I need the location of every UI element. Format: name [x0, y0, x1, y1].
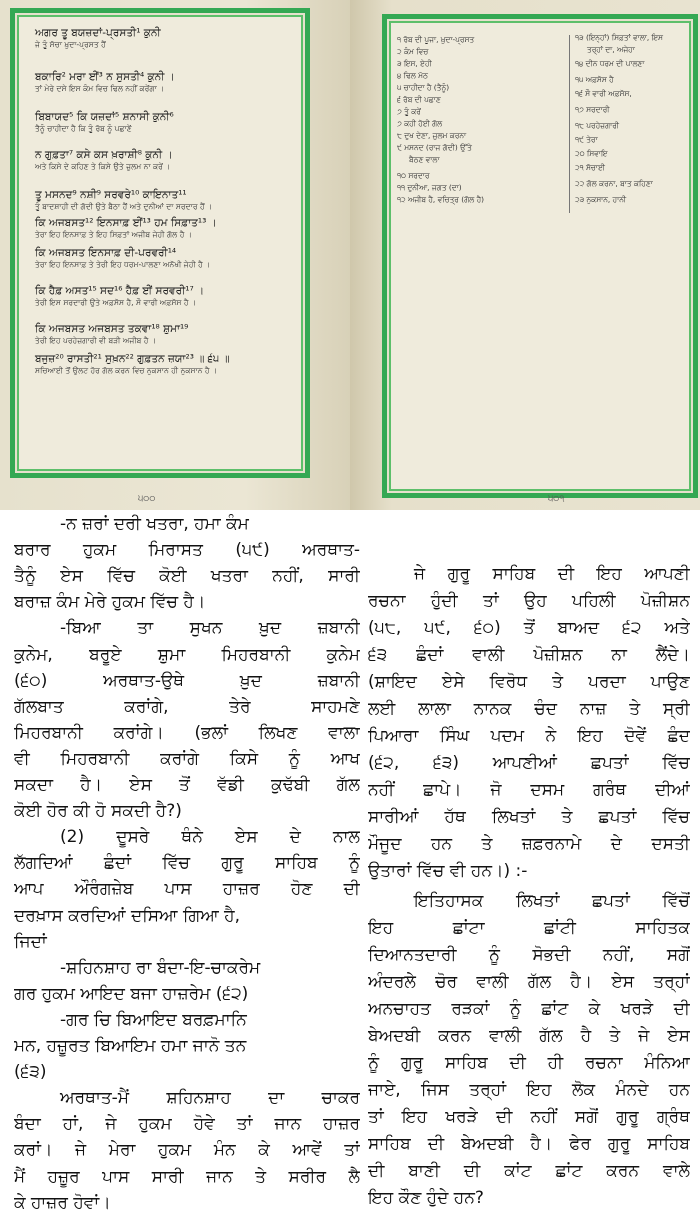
left-page-number: ੫੦੦	[138, 494, 156, 504]
text-line: ਬਰਾਜ਼ ਕੰਮ ਮੇਰੇ ਹੁਕਮ ਵਿੱਚ ਹੈ।	[14, 592, 206, 613]
text-line: (੬੩)	[14, 1062, 47, 1083]
verse-translation: ਤੂੰ ਬਾਦਸ਼ਾਹੀ ਦੀ ਗੱਦੀ ਉਤੇ ਬੈਠਾ ਹੈਂ ਅਤੇ ਦੁਨੀਆਂ ਦਾ ਸਰਦਾਰ ਹੈਂ ।	[35, 202, 213, 211]
verse-translation: ਤੇਰਾ ਇਹ ਇਨਸਾਫ਼ ਤੇ ਇਹ ਸਿਫ਼ਤਾਂ ਅਜੀਬ ਜੇਹੀ ਗੱਲ ਹੈ ।	[35, 230, 192, 239]
glossary-entry: ੧੩ (ਇਨ੍ਹਾਂ) ਸਿਫ਼ਤਾਂ ਵਾਲਾ, ਇਸ	[575, 33, 663, 42]
glossary-entry: ੧੬ ਸੌ ਵਾਰੀ ਅਫ਼ਸੋਸ,	[575, 89, 632, 98]
text-line: ਬਰਾਰ ਹੁਕਮ ਮਿਰਾਸਤ (੫੯) ਅਰਥਾਤ-	[14, 540, 360, 561]
text-line: ਸਾਰੀਆਂ ਹੱਥ ਲਿਖਤਾਂ ਤੇ ਛਪਤਾਂ ਵਿੱਚ	[368, 807, 690, 827]
verse-line: ਕਿ ਹੈਫ਼ ਅਸਤ¹⁵ ਸਦ¹⁶ ਹੈਫ਼ ਈਂ ਸਰਵਰੀ¹⁷ ।	[35, 285, 205, 297]
text-line: ਨੂੰ ਗੁਰੂ ਸਾਹਿਬ ਦੀ ਹੀ ਰਚਨਾ ਮੰਨਿਆ	[368, 1053, 690, 1073]
text-line: ਅਰਥਾਤ-ਮੈਂ ਸ਼ਹਿਨਸ਼ਾਹ ਦਾ ਚਾਕਰ	[60, 1088, 360, 1109]
verse-line: ਕਿ ਅਜਬਸਤ¹² ਇਨਸਾਫ਼ ਈਂ¹³ ਹਮ ਸਿਫ਼ਾਤ¹³ ।	[35, 217, 217, 229]
verse-translation: ਅਤੇ ਕਿਸੇ ਦੇ ਕਹਿਣ ਤੇ ਕਿਸੇ ਉਤੇ ਜ਼ੁਲਮ ਨਾ ਕਰੇਂ ।	[35, 162, 171, 171]
text-line: ਇਹ ਛਾਂਟਾ ਛਾਂਟੀ ਸਾਹਿਤਕ	[368, 918, 690, 938]
text-line: ਵੀ ਮਿਹਰਬਾਨੀ ਕਰਾਂਗੇ ਕਿਸੇ ਨੂੰ ਆਖ	[14, 748, 360, 769]
text-line: (ਸ਼ਾਇਦ ਏਸੇ ਵਿਰੋਧ ਤੇ ਪਰਦਾ ਪਾਉਣ	[368, 672, 690, 692]
right-page-green-border	[382, 14, 698, 498]
glossary-entry: ੧੦ ਸਰਦਾਰ	[397, 171, 430, 180]
verse-2	[35, 71, 297, 94]
glossary-entry: ੧੪ ਦੀਨ ਧਰਮ ਦੀ ਪਾਲਣਾ	[575, 59, 645, 68]
verse-8	[35, 285, 297, 308]
text-line: -ਬਿਆ ਤਾ ਸੁਖਨ ਖ਼ੁਦ ਜ਼ਬਾਨੀ	[60, 618, 360, 639]
scanned-book-spread	[0, 0, 700, 510]
verse-line: ਤੂ ਮਸਨਦ⁹ ਨਸ਼ੀ⁹ ਸਰਵਰੇ¹⁰ ਕਾਇਨਾਤ¹¹	[35, 189, 187, 201]
verse-4	[35, 149, 297, 172]
glossary-entry: ੧ ਰੱਬ ਦੀ ਪੂਜਾ, ਖ਼ੁਦਾ-ਪ੍ਰਸਤ	[397, 35, 475, 44]
text-line: ਸਾਹਿਬ ਦੀ ਬੇਅਦਬੀ ਹੈ। ਫੇਰ ਗੁਰੂ ਸਾਹਿਬ	[368, 1134, 690, 1154]
glossary-entry: ੭ ਕਹੀ ਹੋਈ ਗੱਲ	[397, 119, 443, 128]
text-line: ਰਚਨਾ ਹੁੰਦੀ ਤਾਂ ਉਹ ਪਹਿਲੀ ਪੋਜ਼ੀਸ਼ਨ	[368, 591, 690, 611]
verse-line: ਬਿਬਾਯਦ⁵ ਕਿ ਯਜ਼ਦਾਂ⁵ ਸ਼ਨਾਸੀ ਕੁਨੀ⁶	[35, 111, 174, 123]
glossary-entry: ੧੫ ਅਫ਼ਸੋਸ ਹੈ	[575, 75, 614, 84]
text-line: ਕੁਨੇਮ, ਬਰੂਏ ਸ਼ੁਮਾ ਮਿਹਰਬਾਨੀ ਕੁਨੇਮ	[14, 644, 360, 665]
glossary-entry: ੧੯ ਤੇਰਾ	[575, 135, 598, 144]
text-line: ਕਰਾਂ। ਜੇ ਮੇਰਾ ਹੁਕਮ ਮੰਨ ਕੇ ਆਵੇਂ ਤਾਂ	[14, 1140, 360, 1161]
verse-line: ਕਿ ਅਜਬਸਤ ਇਨਸਾਫ਼ ਦੀ-ਪਰਵਰੀ¹⁴	[35, 247, 177, 259]
text-line: ਗੱਲਬਾਤ ਕਰਾਂਗੇ, ਤੇਰੇ ਸਾਹਮਣੇ	[14, 696, 360, 717]
verse-10	[35, 353, 297, 376]
verse-3	[35, 111, 297, 134]
text-line: (੬੨, ੬੩) ਆਪਣੀਆਂ ਛਪਤਾਂ ਵਿੱਚ	[368, 753, 690, 773]
glossary-entry: ੪ ਢਿਲ ਮੱਠ	[397, 71, 428, 80]
verse-line: ਬਜੁਜ਼²⁰ ਰਾਸਤੀ²¹ ਸੁਖ਼ਨ²² ਗੁਫ਼ਤਨ ਜ਼ਯਾ²³ ॥ ੬੫ ॥	[35, 353, 230, 365]
glossary-entry: ੨ ਕੰਮ ਵਿਚ	[397, 47, 429, 56]
glossary-entry: ੧੮ ਪਰਹੇਜ਼ਗਾਰੀ	[575, 121, 620, 130]
text-line: ਤੈਨੂੰ ਏਸ ਵਿੱਚ ਕੋਈ ਖਤਰਾ ਨਹੀਂ, ਸਾਰੀ	[14, 566, 360, 587]
glossary-entry: ਤਰ੍ਹਾਂ ਦਾ, ਅਜੇਹਾ	[587, 45, 635, 54]
glossary-entry: ੨੨ ਗੱਲ ਕਰਨਾ, ਬਾਤ ਕਹਿਣਾ	[575, 179, 653, 188]
text-line: ਜਾਏ, ਜਿਸ ਤਰ੍ਹਾਂ ਇਹ ਲੋਕ ਮੰਨਦੇ ਹਨ	[368, 1080, 690, 1100]
text-line: ਕੋਈ ਹੋਰ ਕੀ ਹੋ ਸਕਦੀ ਹੈ?)	[14, 801, 182, 822]
verse-line: ਨ ਗੁਫ਼ਤਾ⁷ ਕਸੇ ਕਸ ਖ਼ਰਾਸ਼ੀ⁸ ਕੁਨੀ ।	[35, 149, 173, 161]
text-line: ਦਰਖ਼ਾਸ ਕਰਦਿਆਂ ਦਸਿਆ ਗਿਆ ਹੈ,	[14, 905, 241, 926]
text-line: ਜੇ ਗੁਰੂ ਸਾਹਿਬ ਦੀ ਇਹ ਆਪਣੀ	[414, 564, 690, 584]
text-line: ਸਕਦਾ ਹੈ। ਏਸ ਤੋਂ ਵੱਡੀ ਕੁਢੱਬੀ ਗੱਲ	[14, 775, 360, 795]
glossary-entry: ੮ ਦੁਖ ਦੇਣਾ, ਜ਼ੁਲਮ ਕਰਨਾ	[397, 131, 467, 140]
text-line: -ਸ਼ਹਿਨਸ਼ਾਹ ਰਾ ਬੰਦਾ-ਇ-ਚਾਕਰੇਮ	[60, 957, 261, 978]
glossary-entry: ਬੈਠਣ ਵਾਲਾ	[409, 155, 440, 164]
text-line: ਇਤਿਹਾਸਕ ਲਿਖਤਾਂ ਛਪਤਾਂ ਵਿੱਚੋਂ	[414, 891, 690, 911]
text-line: -ਨ ਜ਼ਰਾਂ ਦਰੀ ਖਤਰਾ, ਹਮਾ ਕੰਮ	[60, 514, 249, 534]
text-line: ਦਿਆਨਤਦਾਰੀ ਨੂੰ ਸੋਭਦੀ ਨਹੀਂ, ਸਗੋਂ	[368, 945, 690, 965]
text-line: ਆਪ ਔਰੰਗਜ਼ੇਬ ਪਾਸ ਹਾਜ਼ਰ ਹੋਣ ਦੀ	[14, 879, 360, 900]
glossary-entry: ੫ ਚਾਹੀਦਾ ਹੈ (ਤੈਨੂੰ)	[397, 83, 450, 92]
verse-translation: ਤੇਰੀ ਇਹ ਪਰਹੇਜ਼ਗਾਰੀ ਵੀ ਬੜੀ ਅਜੀਬ ਹੈ ।	[35, 336, 156, 345]
right-page-number: ੫੦੧	[548, 494, 565, 504]
text-line: ਜਿਦਾਂ	[14, 931, 47, 952]
left-book-page	[0, 0, 350, 510]
verse-translation: ਤੇਰਾ ਇਹ ਇਨਸਾਫ਼ ਤੇ ਤੇਰੀ ਇਹ ਧਰਮ-ਪਾਲਣਾ ਅਨੋਖੀ ਜੇਹੀ ਹੈ ।	[35, 260, 211, 269]
text-line: ਪਿਆਰਾ ਸਿੰਘ ਪਦਮ ਨੇ ਇਹ ਦੋਵੇਂ ਛੰਦ	[368, 726, 690, 746]
text-line: ਦੀ ਬਾਣੀ ਦੀ ਕਾਂਟ ਛਾਂਟ ਕਰਨ ਵਾਲੇ	[368, 1161, 690, 1181]
text-line: ੬੩ ਛੰਦਾਂ ਵਾਲੀ ਪੋਜ਼ੀਸ਼ਨ ਨਾ ਲੈਂਦੇ।	[368, 645, 690, 665]
text-line: -ਗਰ ਚਿ ਬਿਆਇਦ ਬਰਫ਼ਮਾਨਿ	[60, 1009, 247, 1030]
text-line: ਨਹੀਂ ਛਾਪੇ। ਜੋ ਦਸਮ ਗਰੰਥ ਦੀਆਂ	[368, 780, 690, 800]
verse-6	[35, 217, 297, 240]
glossary-entry: ੯ ਮਸਨਦ (ਰਾਜ ਗੱਦੀ) ਉੱਤੇ	[397, 143, 472, 152]
left-page-green-border	[10, 8, 310, 478]
verse-line: ਕਿ ਅਜਬਸਤ ਅਜਬਸਤ ਤਕਵਾ¹⁸ ਸ਼ੁਮਾ¹⁹	[35, 323, 189, 335]
glossary-entry: ੧੨ ਅਜੀਬ ਹੈ, ਵਚਿਤ੍ਰ (ਗੱਲ ਹੈ)	[397, 195, 485, 204]
text-line: ਉਤਾਰਾਂ ਵਿੱਚ ਵੀ ਹਨ।) :-	[368, 861, 528, 881]
glossary-entry: ੩ ਇਸ, ਏਹੀ	[397, 59, 432, 68]
text-line: ਗਰ ਹੁਕਮ ਆਇਦ ਬਜਾ ਹਾਜ਼ਰੇਮ (੬੨)	[14, 983, 249, 1004]
text-line: ਮਨ, ਹਜ਼ੂਰਤ ਬਿਆਇਮ ਹਮਾ ਜਾਨੋ ਤਨ	[14, 1036, 247, 1056]
glossary-entry: ੧੭ ਸਰਦਾਰੀ	[575, 105, 610, 114]
text-line: (2) ਦੂਸਰੇ ਥੰਨੇ ਏਸ ਦੇ ਨਾਲ	[60, 827, 360, 848]
right-book-page	[350, 0, 700, 510]
glossary-entry: ੨੧ ਸੱਚਾਈ	[575, 163, 605, 172]
text-line: (੫੮, ੫੯, ੬੦) ਤੋਂ ਬਾਅਦ ੬੨ ਅਤੇ	[368, 618, 690, 638]
verse-7	[35, 247, 297, 270]
verse-translation: ਜੇ ਤੂੰ ਸੱਚਾ ਖ਼ੁਦਾ-ਪ੍ਰਸਤ ਹੈਂ	[35, 40, 106, 49]
glossary-entry: ੭ ਤੂੰ ਕਰੇਂ	[397, 107, 421, 116]
text-line: ਅੰਦਰਲੇ ਚੋਰ ਵਾਲੀ ਗੱਲ ਹੈ। ਏਸ ਤਰ੍ਹਾਂ	[368, 972, 690, 992]
text-line: ਬੰਦਾ ਹਾਂ, ਜੇ ਹੁਕਮ ਹੋਵੇ ਤਾਂ ਜਾਨ ਹਾਜ਼ਰ	[14, 1114, 360, 1135]
text-line: ਮੌਜੂਦ ਹਨ ਤੇ ਜ਼ਫ਼ਰਨਾਮੇ ਦੇ ਦਸਤੀ	[368, 834, 690, 854]
article-body	[0, 510, 700, 1217]
text-line: ਲਈ ਲਾਲਾ ਨਾਨਕ ਚੰਦ ਨਾਜ਼ ਤੇ ਸ੍ਰੀ	[368, 699, 690, 719]
text-line: ਅਨਚਾਹਤ ਰੜਕਾਂ ਨੂੰ ਛਾਂਟ ਕੇ ਖਰੜੇ ਦੀ	[368, 999, 690, 1019]
glossary-entry: ੬ ਰੱਬ ਦੀ ਪਛਾਣ	[397, 95, 441, 104]
text-line: ਮਿਹਰਬਾਨੀ ਕਰਾਂਗੇ। (ਭਲਾਂ ਲਿਖਣ ਵਾਲਾ	[14, 722, 360, 743]
verse-9	[35, 323, 297, 346]
text-line: ਲੱਗਦਿਆਂ ਛੰਦਾਂ ਵਿੱਚ ਗੁਰੂ ਸਾਹਿਬ ਨੂੰ	[14, 853, 360, 874]
text-line: (੬੦) ਅਰਥਾਤ-ਉਥੇ ਖ਼ੁਦ ਜ਼ਬਾਨੀ	[14, 670, 360, 691]
verse-5	[35, 189, 297, 212]
verse-line: ਬਕਾਰਿ² ਮਰਾ ਈਂ³ ਨ ਸੁਸਤੀ⁴ ਕੁਨੀ ।	[35, 71, 175, 83]
verse-1	[35, 27, 297, 50]
text-line: ਬੇਅਦਬੀ ਕਰਨ ਵਾਲੀ ਗੱਲ ਹੈ ਤੇ ਜੇ ਏਸ	[368, 1026, 690, 1046]
glossary-entry: ੧੧ ਦੁਨੀਆ, ਜਗਤ (ਦਾ)	[397, 183, 462, 192]
verse-translation: ਤਾਂ ਮੇਰੇ ਦਸੇ ਇਸ ਕੰਮ ਵਿਚ ਢਿਲ ਨਹੀਂ ਕਰੇਂਗਾ ।	[35, 84, 165, 93]
glossary-entry: ੨੦ ਸਿਵਾਇ	[575, 149, 608, 158]
verse-translation: ਸਚਿਆਈ ਤੋਂ ਉਲਟ ਹੋਰ ਗੱਲ ਕਰਨ ਵਿਚ ਨੁਕਸਾਨ ਹੀ ਨੁਕਸਾਨ ਹੈ ।	[35, 366, 218, 375]
verse-translation: ਤੈਨੂੰ ਚਾਹੀਦਾ ਹੈ ਕਿ ਤੂੰ ਰੱਬ ਨੂੰ ਪਛਾਣੇਂ	[35, 124, 132, 133]
text-line: ਇਹ ਕੌਣ ਹੁੰਦੇ ਹਨ?	[368, 1188, 484, 1208]
text-line: ਤਾਂ ਇਹ ਖਰੜੇ ਦੀ ਨਹੀਂ ਸਗੋਂ ਗੁਰੂ ਗ੍ਰੰਥ	[368, 1107, 690, 1127]
glossary-entry: ੨੩ ਨੁਕਸਾਨ, ਹਾਨੀ	[575, 195, 627, 204]
text-line: ਕੇ ਹਾਜ਼ਰ ਹੋਵਾਂ।	[14, 1192, 111, 1213]
text-line: ਮੈਂ ਹਜ਼ੂਰ ਪਾਸ ਸਾਰੀ ਜਾਨ ਤੇ ਸਰੀਰ ਲੈ	[14, 1166, 360, 1187]
verse-line: ਅਗਰ ਤੂ ਬਯਜ਼ਦਾਂ-ਪ੍ਰਸਤੀ¹ ਕੁਨੀ	[35, 27, 161, 39]
glossary-divider	[569, 35, 570, 213]
verse-translation: ਤੇਰੀ ਇਸ ਸਰਦਾਰੀ ਉਤੇ ਅਫ਼ਸੋਸ ਹੈ, ਸੌ ਵਾਰੀ ਅਫ਼ਸੋਸ ਹੈ ।	[35, 298, 197, 307]
